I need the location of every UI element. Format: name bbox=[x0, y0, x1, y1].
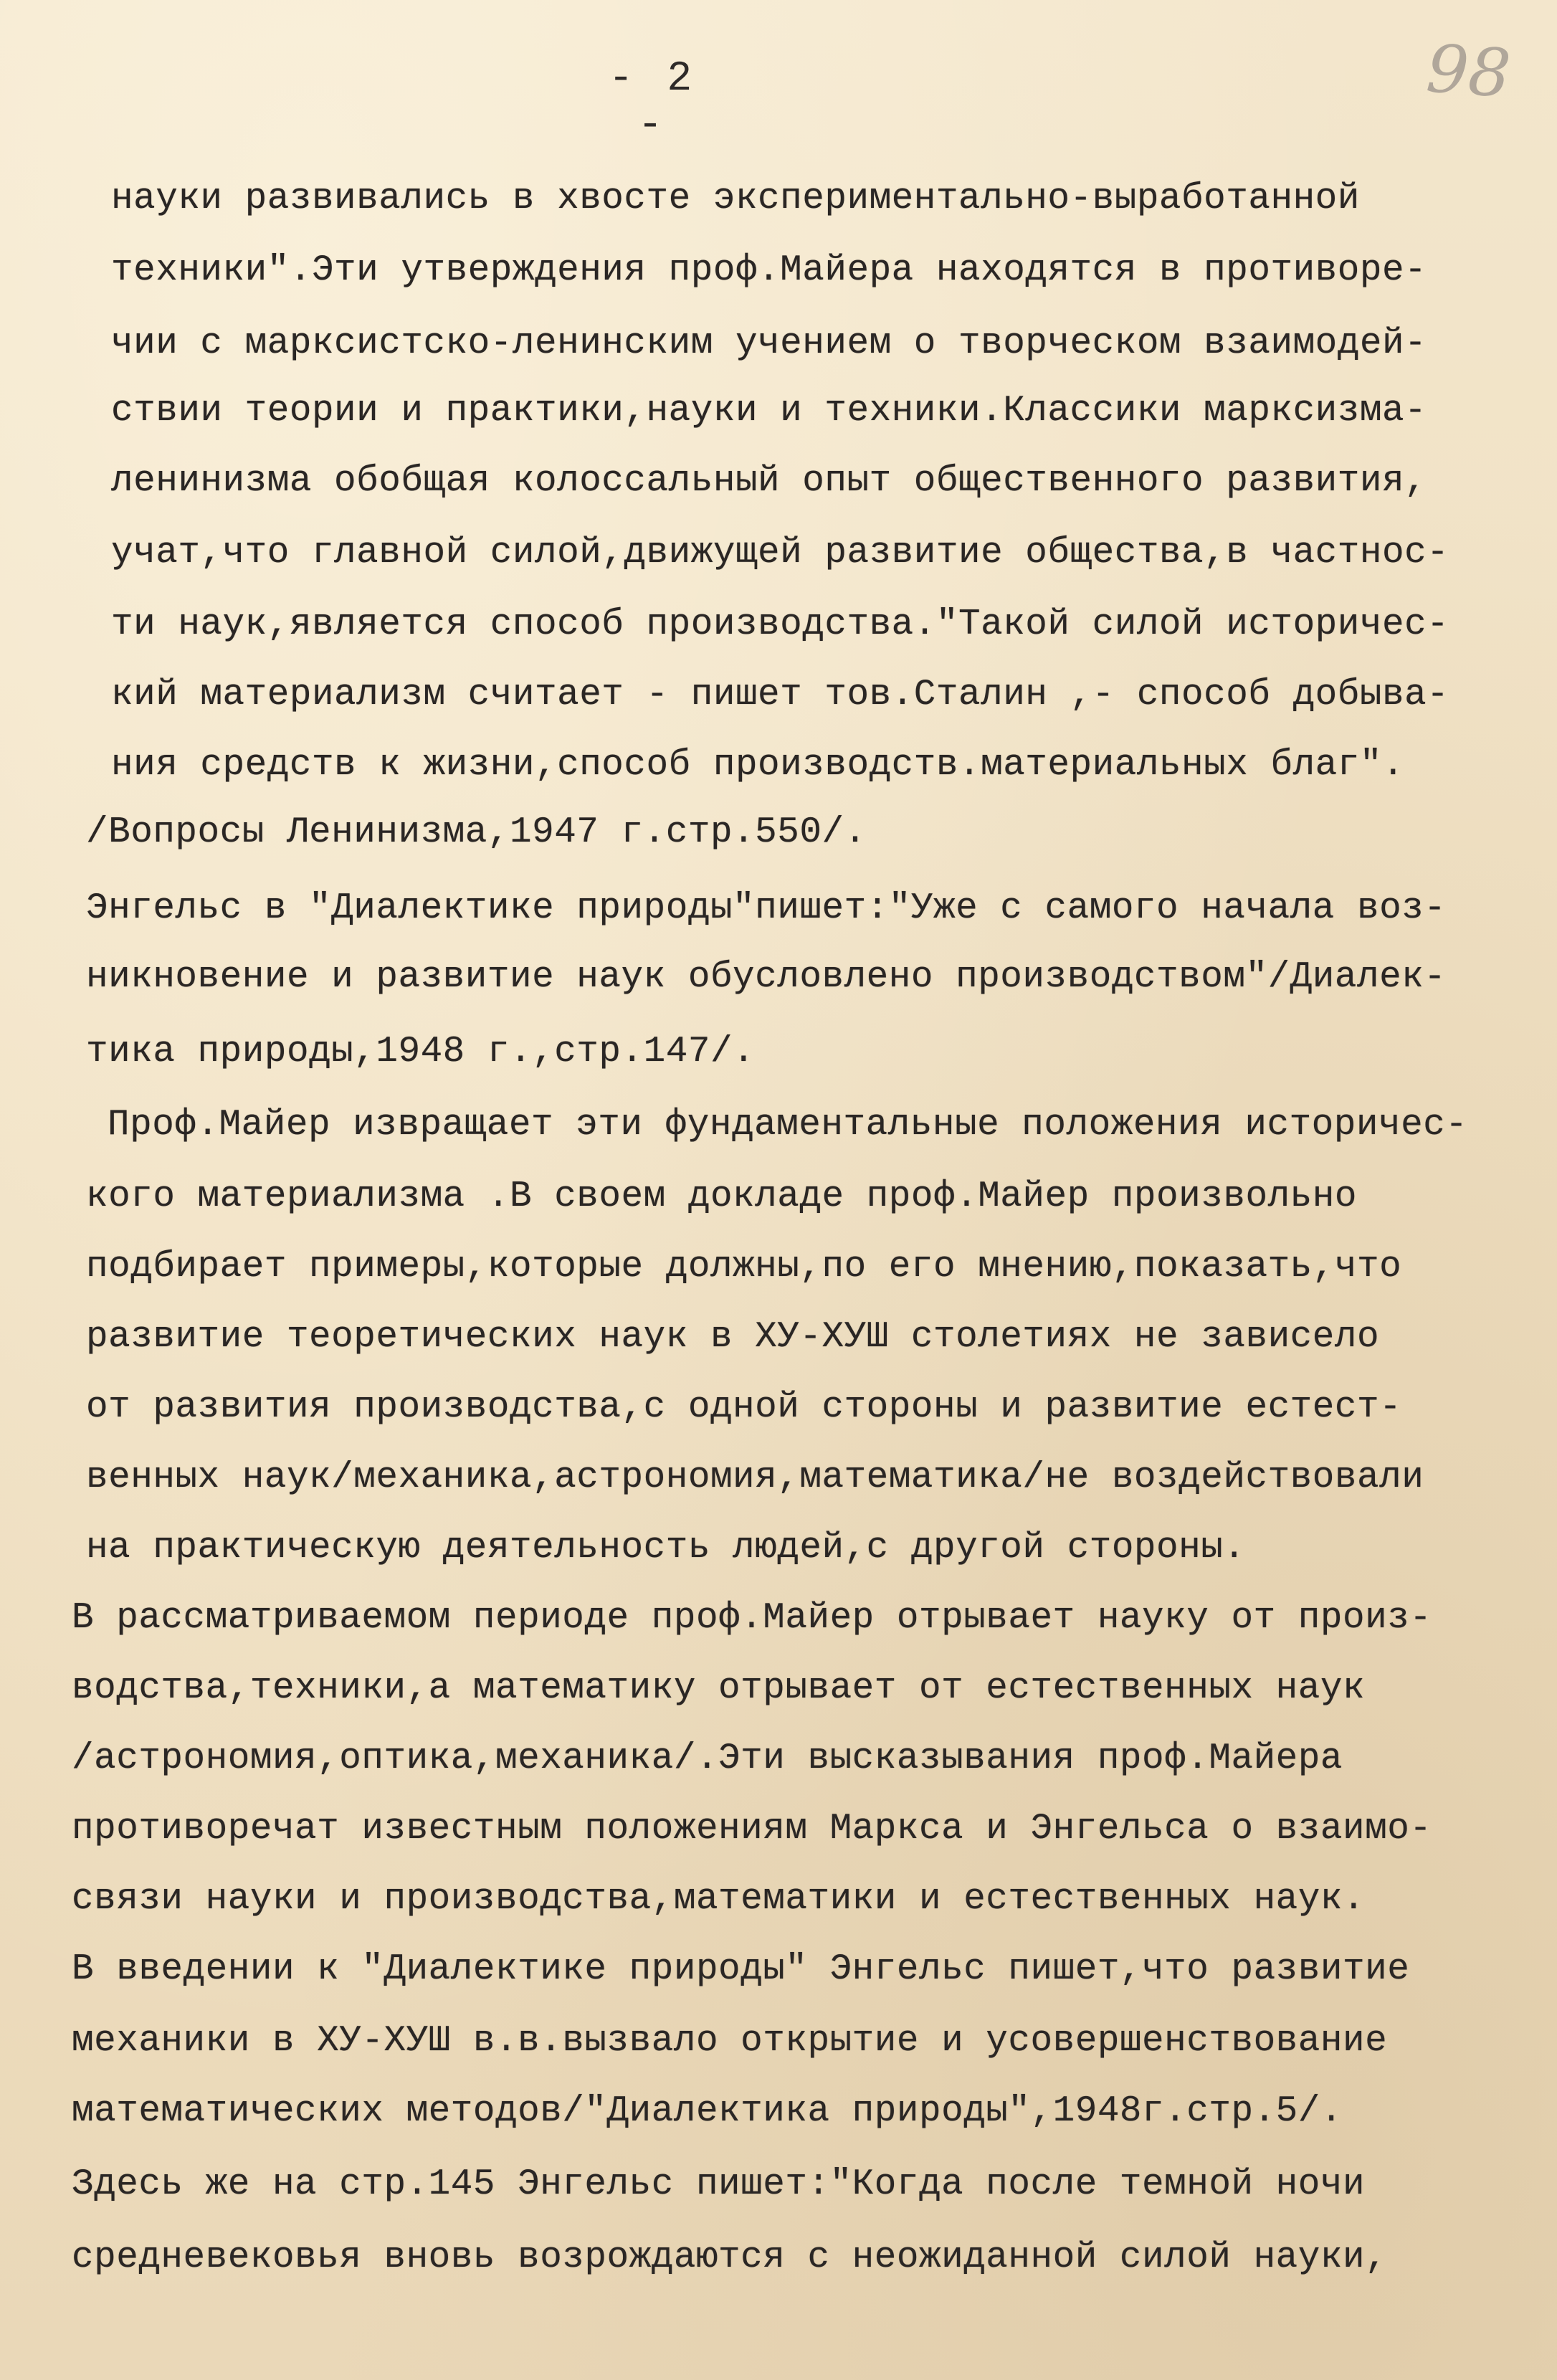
text-line: В введении к "Диалектике природы" Энгельс пишет,что развитие bbox=[72, 1949, 1410, 1990]
text-line: противоречат известным положениям Маркса и Энгельса о взаимо- bbox=[72, 1809, 1432, 1850]
text-line: науки развивались в хвосте экспериментально-выработанной bbox=[111, 178, 1360, 219]
text-line: подбирает примеры,которые должны,по его мнению,показать,что bbox=[86, 1247, 1402, 1287]
text-line: развитие теоретических наук в ХУ-ХУШ столетиях не зависело bbox=[86, 1317, 1380, 1358]
text-line: тика природы,1948 г.,стр.147/. bbox=[86, 1032, 756, 1072]
text-line: /астрономия,оптика,механика/.Эти высказывания проф.Майера bbox=[72, 1738, 1343, 1779]
text-line: ствии теории и практики,науки и техники.Классики марксизма- bbox=[111, 391, 1427, 432]
text-line: кий материализм считает - пишет тов.Сталин ,- способ добыва- bbox=[111, 675, 1449, 715]
text-line: никновение и развитие наук обусловлено производством"/Диалек- bbox=[86, 957, 1447, 998]
text-line: В рассматриваемом периоде проф.Майер отрывает науку от произ- bbox=[72, 1598, 1432, 1639]
archive-number-handwritten: 98 bbox=[1424, 30, 1513, 113]
text-line: водства,техники,а математику отрывает от естественных наук bbox=[72, 1668, 1366, 1709]
text-line: связи науки и производства,математики и естественных наук. bbox=[72, 1879, 1366, 1920]
text-line: Здесь же на стр.145 Энгельс пишет:"Когда после темной ночи bbox=[72, 2164, 1366, 2205]
text-line: учат,что главной силой,движущей развитие общества,в частнос- bbox=[111, 533, 1449, 573]
text-line: чии с марксистско-ленинским учением о творческом взаимодей- bbox=[111, 323, 1427, 364]
text-line: техники".Эти утверждения проф.Майера находятся в противоре- bbox=[111, 250, 1427, 291]
text-line: от развития производства,с одной стороны и развитие естест- bbox=[86, 1387, 1402, 1428]
text-line: средневековья вновь возрождаются с неожиданной силой науки, bbox=[72, 2237, 1388, 2278]
text-line: Проф.Майер извращает эти фундаментальные положения историчес- bbox=[108, 1105, 1468, 1146]
text-line: ния средств к жизни,способ производств.материальных благ". bbox=[111, 745, 1405, 786]
text-line: Энгельс в "Диалектике природы"пишет:"Уже с самого начала воз- bbox=[86, 888, 1447, 929]
text-line: на практическую деятельность людей,с другой стороны. bbox=[86, 1528, 1246, 1569]
text-line: венных наук/механика,астрономия,математика/не воздействовали bbox=[86, 1457, 1424, 1498]
text-line: ленинизма обобщая колоссальный опыт общественного развития, bbox=[111, 461, 1427, 502]
text-line: /Вопросы Ленинизма,1947 г.стр.550/. bbox=[86, 812, 867, 853]
text-line: кого материализма .В своем докладе проф.Майер произвольно bbox=[86, 1176, 1357, 1217]
text-line: ти наук,является способ производства."Такой силой историчес- bbox=[111, 604, 1449, 645]
text-line: механики в ХУ-ХУШ в.в.вызвало открытие и усовершенствование bbox=[72, 2021, 1388, 2062]
page-number: - 2 - bbox=[608, 56, 697, 149]
text-line: математических методов/"Диалектика природы",1948г.стр.5/. bbox=[72, 2091, 1343, 2132]
